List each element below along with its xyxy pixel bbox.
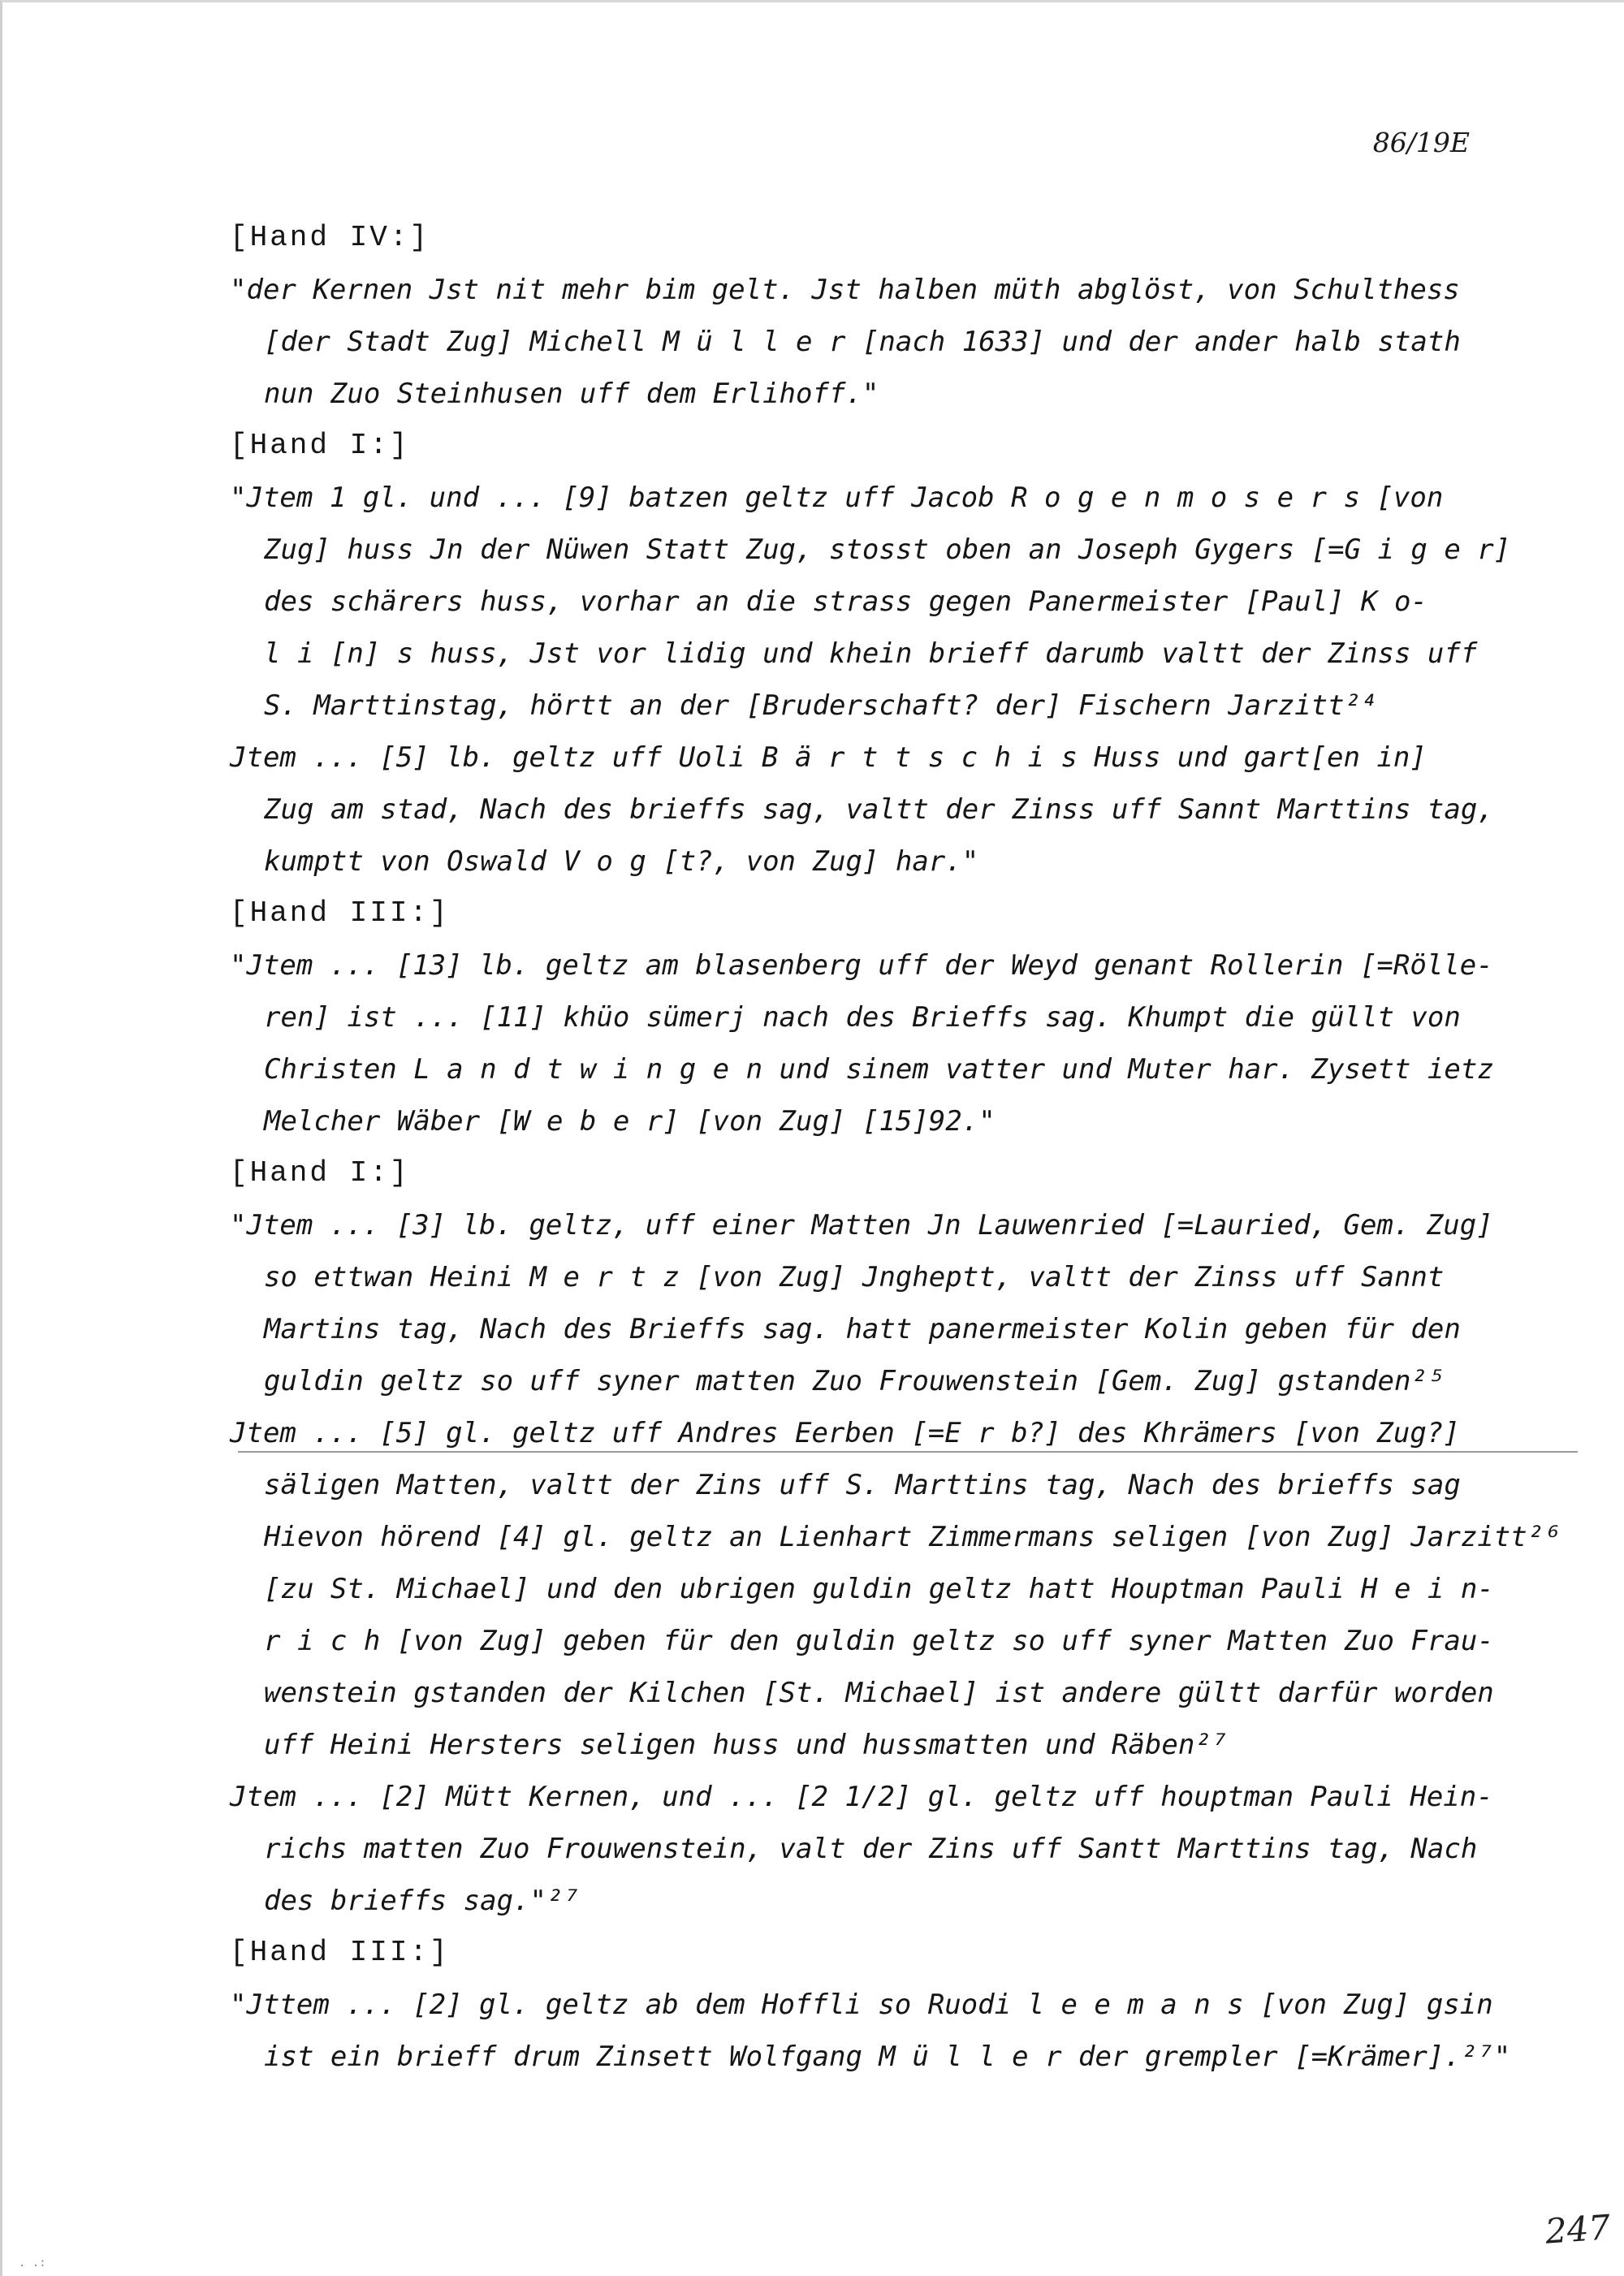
entry	[230, 1771, 1529, 1927]
text-line: "der Kernen Jst nit mehr bim gelt. Jst halben müth abglöst, von Schulthess	[230, 274, 1460, 306]
text-line: Hievon hörend [4] gl. geltz an Lienhart Zimmermans seligen [von Zug] Jarzitt²⁶	[264, 1521, 1561, 1553]
text-line: nun Zuo Steinhusen uff dem Erlihoff."	[264, 378, 879, 410]
section-hand-iii	[230, 1927, 1529, 2083]
text-line: "Jtem ... [3] lb. geltz, uff einer Matten Jn Lauwenried [=Lauried, Gem. Zug]	[230, 1209, 1493, 1242]
section-hand-iii	[230, 888, 1529, 1147]
handwritten-folio-mark: 247	[1544, 2207, 1612, 2252]
entry	[230, 264, 1529, 420]
text-line: so ettwan Heini M e r t z [von Zug] Jngheptt, valtt der Zinss uff Sannt	[264, 1261, 1445, 1293]
text-line: wenstein gstanden der Kilchen [St. Michael] ist andere gültt darfür worden	[264, 1677, 1494, 1709]
section-hand-i	[230, 1147, 1561, 1927]
text-line: richs matten Zuo Frouwenstein, valt der Zins uff Santt Marttins tag, Nach	[264, 1833, 1478, 1865]
text-line: S. Marttinstag, hörtt an der [Bruderschaft? der] Fischern Jarzitt²⁴	[264, 689, 1378, 722]
text-line: Christen L a n d t w i n g e n und sinem vatter und Muter har. Zysett ietz	[264, 1053, 1494, 1086]
entry	[230, 1979, 1529, 2083]
text-line: Jtem ... [5] gl. geltz uff Andres Eerben [=E r b?] des Khrämers [von Zug?]	[230, 1417, 1460, 1449]
text-line: l i [n] s huss, Jst vor lidig und khein brieff darumb valtt der Zinss uff	[264, 637, 1478, 670]
entry	[230, 472, 1529, 732]
text-line: ist ein brieff drum Zinsett Wolfgang M ü l l e r der grempler [=Krämer].²⁷"	[264, 2041, 1511, 2073]
text-line: "Jttem ... [2] gl. geltz ab dem Hoffli so Ruodi l e e m a n s [von Zug] gsin	[230, 1989, 1493, 2021]
entry	[230, 1199, 1529, 1407]
text-line: säligen Matten, valtt der Zins uff S. Marttins tag, Nach des brieffs sag	[230, 1459, 1529, 1511]
text-line: "Jtem ... [13] lb. geltz am blasenberg uff der Weyd genant Rollerin [=Rölle-	[230, 949, 1493, 982]
text-line: uff Heini Hersters seligen huss und hussmatten und Räben²⁷	[264, 1729, 1229, 1761]
text-line: des schärers huss, vorhar an die strass gegen Panermeister [Paul] K o-	[264, 585, 1427, 618]
text-line: kumptt von Oswald V o g [t?, von Zug] har."	[264, 845, 979, 878]
text-line: [zu St. Michael] und den ubrigen guldin geltz hatt Houptman Pauli H e i n-	[264, 1573, 1494, 1605]
text-line: r i c h [von Zug] geben für den guldin geltz so uff syner Matten Zuo Frau-	[264, 1625, 1494, 1657]
text-line: Martins tag, Nach des Brieffs sag. hatt panermeister Kolin geben für den	[264, 1313, 1461, 1345]
section-hand-iv	[230, 212, 1529, 420]
text-line: Jtem ... [5] lb. geltz uff Uoli B ä r t t s c h i s Huss und gart[en in]	[230, 741, 1427, 774]
text-line: Zug] huss Jn der Nüwen Statt Zug, stosst oben an Joseph Gygers [=G i g e r]	[264, 533, 1511, 566]
hand-heading: [Hand I:]	[230, 429, 410, 462]
text-line: Jtem ... [2] Mütt Kernen, und ... [2 1/2] gl. geltz uff houptman Pauli Hein-	[230, 1781, 1493, 1813]
hand-heading: [Hand IV:]	[230, 221, 430, 254]
hand-heading: [Hand III:]	[230, 896, 450, 930]
entry	[230, 1407, 1561, 1771]
scan-specks: . .:	[19, 2257, 46, 2270]
text-line: [der Stadt Zug] Michell M ü l l e r [nach 1633] und der ander halb stath	[264, 326, 1461, 358]
text-line: "Jtem 1 gl. und ... [9] batzen geltz uff Jacob R o g e n m o s e r s [von	[230, 482, 1444, 514]
hand-heading: [Hand I:]	[230, 1156, 410, 1190]
document-body	[230, 212, 1561, 2083]
text-line: guldin geltz so uff syner matten Zuo Frouwenstein [Gem. Zug] gstanden²⁵	[264, 1365, 1445, 1397]
text-line: des brieffs sag."²⁷	[264, 1885, 580, 1917]
text-line: Melcher Wäber [W e b e r] [von Zug] [15]92."	[264, 1105, 996, 1138]
entry	[230, 732, 1529, 888]
section-hand-i	[230, 420, 1529, 888]
text-line: ren] ist ... [11] khüo sümerj nach des Brieffs sag. Khumpt die güllt von	[264, 1001, 1461, 1034]
entry	[230, 939, 1529, 1147]
page-number: 86/19E	[1372, 127, 1470, 158]
text-line: Zug am stad, Nach des brieffs sag, valtt der Zinss uff Sannt Marttins tag,	[264, 793, 1494, 826]
hand-heading: [Hand III:]	[230, 1936, 450, 1969]
